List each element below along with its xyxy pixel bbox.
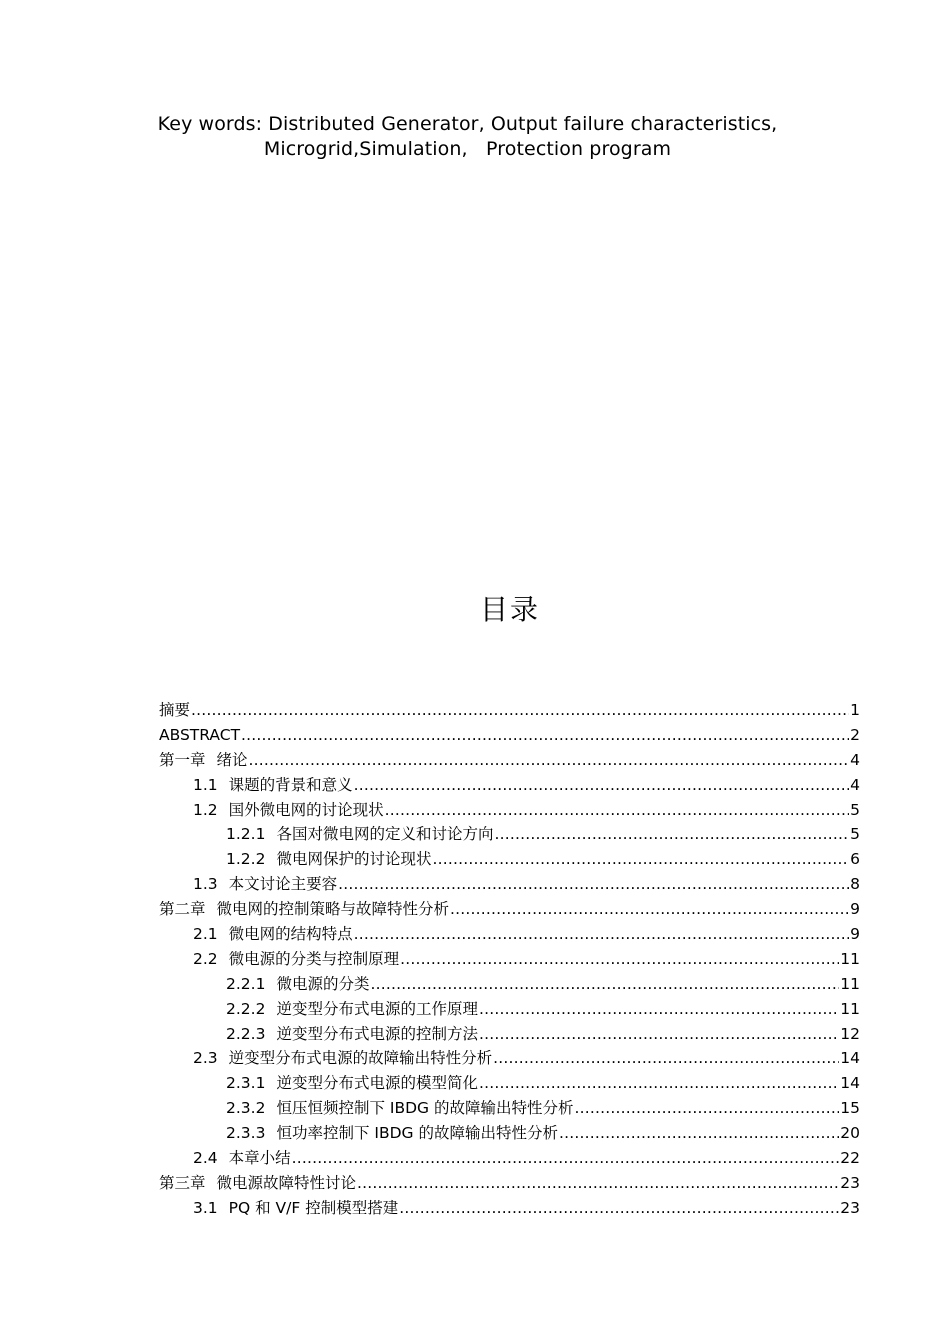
toc-dot-leader: [241, 723, 849, 748]
toc-entry[interactable]: [159, 773, 860, 798]
toc-dot-leader: [432, 847, 849, 872]
toc-entry[interactable]: [159, 997, 860, 1022]
toc-entry-number: 1.2: [193, 800, 218, 819]
toc-entry[interactable]: [159, 798, 860, 823]
toc-entry-label: 摘要: [159, 701, 191, 719]
toc-entry[interactable]: [159, 1196, 860, 1221]
toc-entry[interactable]: [159, 698, 860, 723]
toc-entry-number: 2.2.3: [226, 1024, 266, 1043]
toc-entry-label: 微电网的控制策略与故障特性分析: [216, 900, 450, 919]
toc-dot-leader: [479, 1022, 839, 1047]
toc-entry-page-number: 4: [850, 775, 860, 794]
toc-entry-number: 第三章: [159, 1173, 206, 1192]
toc-dot-leader: [494, 822, 849, 847]
toc-entry-number: 2.4: [193, 1149, 218, 1168]
toc-dot-leader: [479, 1071, 839, 1096]
toc-entry-page-number: 5: [850, 800, 860, 819]
toc-entry[interactable]: [159, 1146, 860, 1171]
toc-entry-number: 2.2: [193, 949, 218, 968]
toc-entry-number: 第一章: [159, 750, 206, 769]
toc-entry[interactable]: [159, 1022, 860, 1047]
toc-entry-label: 恒功率控制下 IBDG 的故障输出特性分析: [276, 1124, 558, 1143]
toc-entry-label: 逆变型分布式电源的工作原理: [276, 999, 478, 1018]
toc-entry-page-number: 1: [850, 701, 860, 719]
toc-entry-page-number: 5: [850, 825, 860, 844]
toc-entry-number: 2.3.2: [226, 1099, 266, 1118]
toc-entry-page-number: 9: [850, 900, 860, 919]
toc-entry-number: 3.1: [193, 1198, 218, 1217]
toc-entry-label: 课题的背景和意义: [228, 775, 353, 794]
toc-entry-page-number: 15: [840, 1099, 860, 1118]
toc-entry[interactable]: [159, 1046, 860, 1071]
toc-dot-leader: [479, 997, 839, 1022]
toc-entry-label: 恒压恒频控制下 IBDG 的故障输出特性分析: [276, 1099, 574, 1118]
keywords-line-2: Microgrid,Simulation, Protection program: [263, 138, 672, 160]
toc-entry-page-number: 11: [840, 974, 860, 993]
toc-dot-leader: [292, 1146, 840, 1171]
toc-entry-number: 2.2.1: [226, 974, 266, 993]
toc-entry-page-number: 8: [850, 875, 860, 894]
toc-entry-label: 微电源的分类与控制原理: [228, 949, 400, 968]
toc-entry-label: ABSTRACT: [159, 725, 241, 744]
toc-entry-page-number: 11: [840, 949, 860, 968]
toc-entry-number: 第二章: [159, 900, 206, 919]
toc-entry-number: 1.2.1: [226, 825, 266, 844]
toc-entry[interactable]: [159, 723, 860, 748]
toc-entry[interactable]: [159, 897, 860, 922]
toc-entry[interactable]: [159, 972, 860, 997]
toc-entry-label: 逆变型分布式电源的故障输出特性分析: [228, 1049, 493, 1068]
toc-entry-page-number: 9: [850, 925, 860, 944]
toc-entry-number: 2.3.1: [226, 1074, 266, 1093]
toc-entry[interactable]: [159, 947, 860, 972]
toc-entry-label: 微电源的分类: [276, 974, 370, 993]
toc-entry-number: 1.3: [193, 875, 218, 894]
toc-entry-number: 2.3: [193, 1049, 218, 1068]
toc-entry[interactable]: [159, 847, 860, 872]
toc-dot-leader: [338, 872, 849, 897]
toc-entry-label: 本文讨论主要容: [228, 875, 338, 894]
toc-entry-page-number: 14: [840, 1049, 860, 1068]
toc-entry-page-number: 23: [840, 1198, 860, 1217]
toc-entry-label: PQ 和 V/F 控制模型搭建: [228, 1198, 399, 1217]
toc-entry-number: 2.2.2: [226, 999, 266, 1018]
toc-dot-leader: [574, 1096, 839, 1121]
toc-entry-label: 逆变型分布式电源的模型简化: [276, 1074, 478, 1093]
toc-entry-label: 微电网的结构特点: [228, 925, 353, 944]
table-of-contents: [159, 698, 860, 1221]
toc-entry-label: 本章小结: [228, 1149, 291, 1168]
toc-entry[interactable]: [159, 1071, 860, 1096]
toc-entry-page-number: 11: [840, 999, 860, 1018]
toc-dot-leader: [400, 947, 839, 972]
toc-entry-label: 各国对微电网的定义和讨论方向: [276, 825, 494, 844]
toc-entry[interactable]: [159, 1096, 860, 1121]
toc-entry-page-number: 4: [850, 750, 860, 769]
toc-entry-number: 1.1: [193, 775, 218, 794]
toc-dot-leader: [385, 798, 849, 823]
toc-entry-page-number: 22: [840, 1149, 860, 1168]
toc-dot-leader: [450, 897, 849, 922]
toc-entry-page-number: 2: [850, 725, 860, 744]
toc-entry-page-number: 20: [840, 1124, 860, 1143]
toc-entry-number: 2.1: [193, 925, 218, 944]
toc-entry-page-number: 12: [840, 1024, 860, 1043]
toc-entry[interactable]: [159, 748, 860, 773]
toc-dot-leader: [249, 748, 850, 773]
toc-entry-label: 微电源故障特性讨论: [216, 1173, 357, 1192]
toc-entry[interactable]: [159, 872, 860, 897]
toc-dot-leader: [370, 972, 839, 997]
toc-dot-leader: [354, 922, 849, 947]
keywords-paragraph: [140, 112, 795, 162]
toc-entry-page-number: 14: [840, 1074, 860, 1093]
toc-entry-label: 绪论: [216, 750, 248, 769]
toc-entry-label: 逆变型分布式电源的控制方法: [276, 1024, 478, 1043]
toc-entry-page-number: 6: [850, 850, 860, 869]
toc-dot-leader: [399, 1196, 839, 1221]
toc-entry[interactable]: [159, 1121, 860, 1146]
toc-title: 目录: [479, 593, 540, 626]
toc-entry-number: 1.2.2: [226, 850, 266, 869]
toc-entry[interactable]: [159, 922, 860, 947]
toc-dot-leader: [191, 698, 849, 723]
toc-entry[interactable]: [159, 1171, 860, 1196]
keywords-line-1: Key words: Distributed Generator, Output failure characteristics,: [157, 113, 778, 135]
toc-dot-leader: [354, 773, 849, 798]
toc-dot-leader: [559, 1121, 839, 1146]
toc-entry-number: 2.3.3: [226, 1124, 266, 1143]
toc-entry-page-number: 23: [840, 1173, 860, 1192]
toc-dot-leader: [493, 1046, 839, 1071]
toc-entry-label: 国外微电网的讨论现状: [228, 800, 384, 819]
toc-entry-label: 微电网保护的讨论现状: [276, 850, 432, 869]
toc-dot-leader: [357, 1171, 839, 1196]
toc-entry[interactable]: [159, 822, 860, 847]
